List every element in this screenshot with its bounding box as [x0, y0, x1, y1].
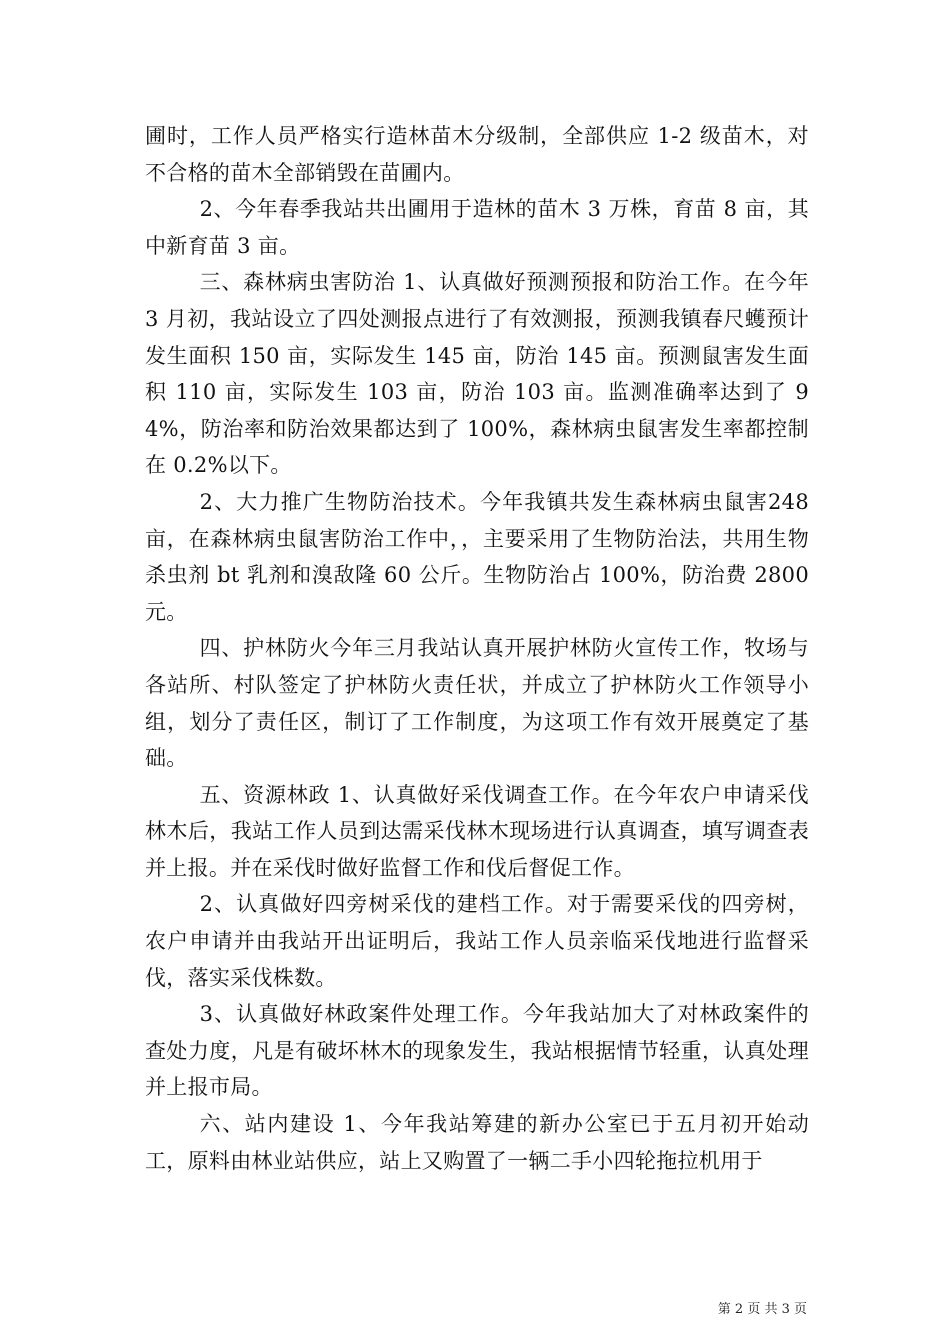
paragraph-seedling-output: 2、今年春季我站共出圃用于造林的苗木 3 万株，育苗 8 亩，其中新育苗 3 亩。: [145, 197, 809, 258]
paragraph-station-construction: 六、站内建设 1、今年我站筹建的新办公室已于五月初开始动工，原料由林业站供应，站上又购置了一辆二手小四轮拖拉机用于: [145, 1112, 809, 1173]
paragraph-biological-control: 2、大力推广生物防治技术。今年我镇共发生森林病虫鼠害248 亩，在森林病虫鼠害防治工作中，，主要采用了生物防治法，共用生物杀虫剂 bt 乳剂和溴敌隆 60 公斤。生物防治占 100%，防治费 2800 元。: [145, 489, 809, 624]
paragraph-logging-survey: 五、资源林政 1、认真做好采伐调查工作。在今年农户申请采伐林木后，我站工作人员到达需采伐林木现场进行认真调查，填写调查表并上报。并在采伐时做好监督工作和伐后督促工作。: [145, 782, 809, 880]
paragraph-forest-cases: 3、认真做好林政案件处理工作。今年我站加大了对林政案件的查处力度，凡是有破坏林木的现象发生，我站根据情节轻重，认真处理并上报市局。: [145, 1002, 809, 1100]
document-body: [145, 118, 809, 1179]
paragraph-continuation: 圃时，工作人员严格实行造林苗木分级制，全部供应 1-2 级苗木，对不合格的苗木全部销毁在苗圃内。: [145, 124, 809, 185]
paragraph-pest-forecast: 三、森林病虫害防治 1、认真做好预测预报和防治工作。在今年 3 月初，我站设立了四处测报点进行了有效测报，预测我镇春尺蠖预计发生面积 150 亩，实际发生 145 亩，防治 145 亩。预测鼠害发生面积 110 亩，实际发生 103 亩，防治 103 亩。监测准确率达到了 94%，防治率和防治效果都达到了 100%，森林病虫鼠害发生率都控制在 0.2%以下。: [145, 270, 809, 478]
page-number: 第 2 页 共 3 页: [717, 1302, 807, 1317]
paragraph-roadside-trees: 2、认真做好四旁树采伐的建档工作。对于需要采伐的四旁树，农户申请并由我站开出证明后，我站工作人员亲临采伐地进行监督采伐，落实采伐株数。: [145, 892, 809, 990]
paragraph-fire-prevention: 四、护林防火今年三月我站认真开展护林防火宣传工作，牧场与各站所、村队签定了护林防火责任状，并成立了护林防火工作领导小组，划分了责任区，制订了工作制度，为这项工作有效开展奠定了基础。: [145, 636, 809, 771]
